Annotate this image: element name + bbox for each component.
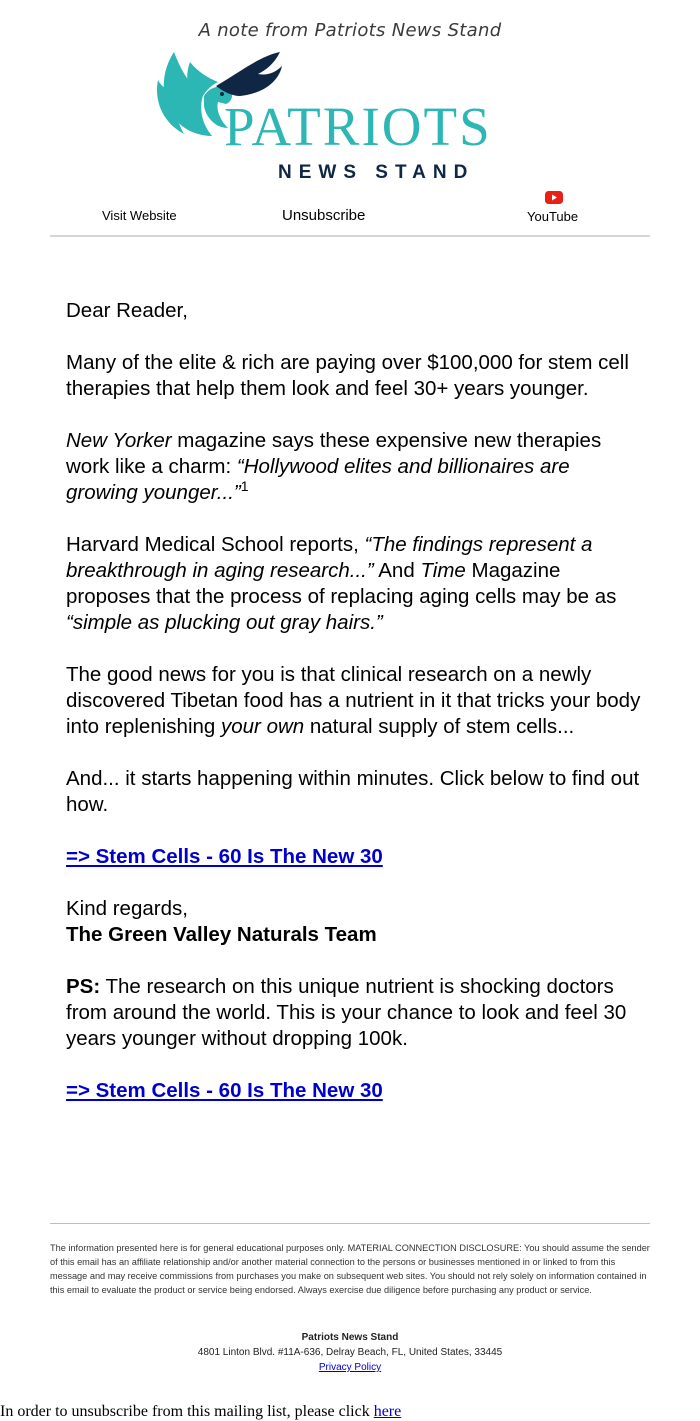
greeting: Dear Reader, — [66, 299, 188, 322]
company-address-block — [50, 1330, 650, 1375]
footnote-marker: 1 — [240, 478, 249, 495]
youtube-icon[interactable] — [545, 191, 563, 204]
ps-label: PS: — [66, 975, 101, 998]
unsubscribe-notice: In order to unsubscribe from this mailing list, please click here — [0, 1403, 402, 1420]
sign-off — [66, 896, 646, 948]
closing: Kind regards, — [66, 897, 188, 920]
eagle-logo-icon — [154, 50, 554, 182]
tagline: A note from Patriots News Stand — [198, 20, 502, 41]
mailing-address: 4801 Linton Blvd. #11A-636, Delray Beach, FL, United States, 33445 — [197, 1347, 503, 1358]
harvard-quote: “The findings represent a breakthrough in aging research...” — [66, 533, 593, 582]
unsubscribe-here-link[interactable]: here — [373, 1403, 402, 1420]
unsubscribe-link[interactable]: Unsubscribe — [282, 207, 366, 224]
new-yorker-title: New Yorker — [66, 429, 172, 452]
disclaimer-text: The information presented here is for general educational purposes only. MATERIAL CONNECTION DISCLOSURE: You should assume the sender of this email has an affiliate relationship and/or another material connection to the persons or businesses mentioned in or linked to from this message and may receive commissions from purchases you make on subsequent web sites. You should not rely solely on information contained in this email to evaluate the product or service being endorsed. Always exercise due diligence before purchasing any product or service. — [50, 1243, 650, 1295]
paragraph-minutes: And... it starts happening within minutes. Click below to find out how. — [66, 767, 640, 816]
paragraph-new-yorker: New Yorker magazine says these expensive new therapies work like a charm: “Hollywood elites and billionaires are growing younger...”$^1$ — [66, 429, 602, 504]
youtube-link[interactable]: YouTube — [527, 209, 579, 224]
logo-subtitle: NEWS STAND — [278, 162, 475, 182]
privacy-policy-link[interactable]: Privacy Policy — [318, 1362, 382, 1373]
footer-divider — [50, 1223, 650, 1224]
logo-title: PATRIOTS — [224, 96, 492, 157]
visit-website-link[interactable]: Visit Website — [102, 208, 177, 223]
postscript: PS: The research on this unique nutrient is shocking doctors from around the world. This is your chance to look and feel 30 years younger without dropping 100k. — [66, 975, 627, 1050]
paragraph-tibetan-food: The good news for you is that clinical research on a newly discovered Tibetan food has a nutrient in it that tricks your body into replenishing your own natural supply of stem cells... — [66, 663, 641, 738]
your-own-emphasis: your own — [221, 715, 305, 738]
new-yorker-quote: “Hollywood elites and billionaires are growing younger...” — [66, 455, 570, 504]
stem-cells-cta-link[interactable]: => Stem Cells - 60 Is The New 30 — [66, 845, 383, 868]
letter-body — [66, 298, 646, 1130]
signature: The Green Valley Naturals Team — [66, 923, 377, 946]
header-nav — [50, 190, 650, 230]
paragraph-harvard: Harvard Medical School reports, “The findings represent a breakthrough in aging research...” And Time Magazine proposes that the process of replacing aging cells may be as “simple as plucking out gray hairs.” — [66, 533, 617, 634]
stem-cells-cta-link-2[interactable]: => Stem Cells - 60 Is The New 30 — [66, 1079, 383, 1102]
time-title: Time — [420, 559, 466, 582]
patriots-news-stand-logo — [154, 50, 554, 182]
header-divider — [50, 235, 650, 237]
company-name: Patriots News Stand — [301, 1332, 399, 1343]
paragraph-elite: Many of the elite & rich are paying over $100,000 for stem cell therapies that help them look and feel 30+ years younger. — [66, 351, 629, 400]
time-quote: “simple as plucking out gray hairs.” — [66, 611, 383, 634]
